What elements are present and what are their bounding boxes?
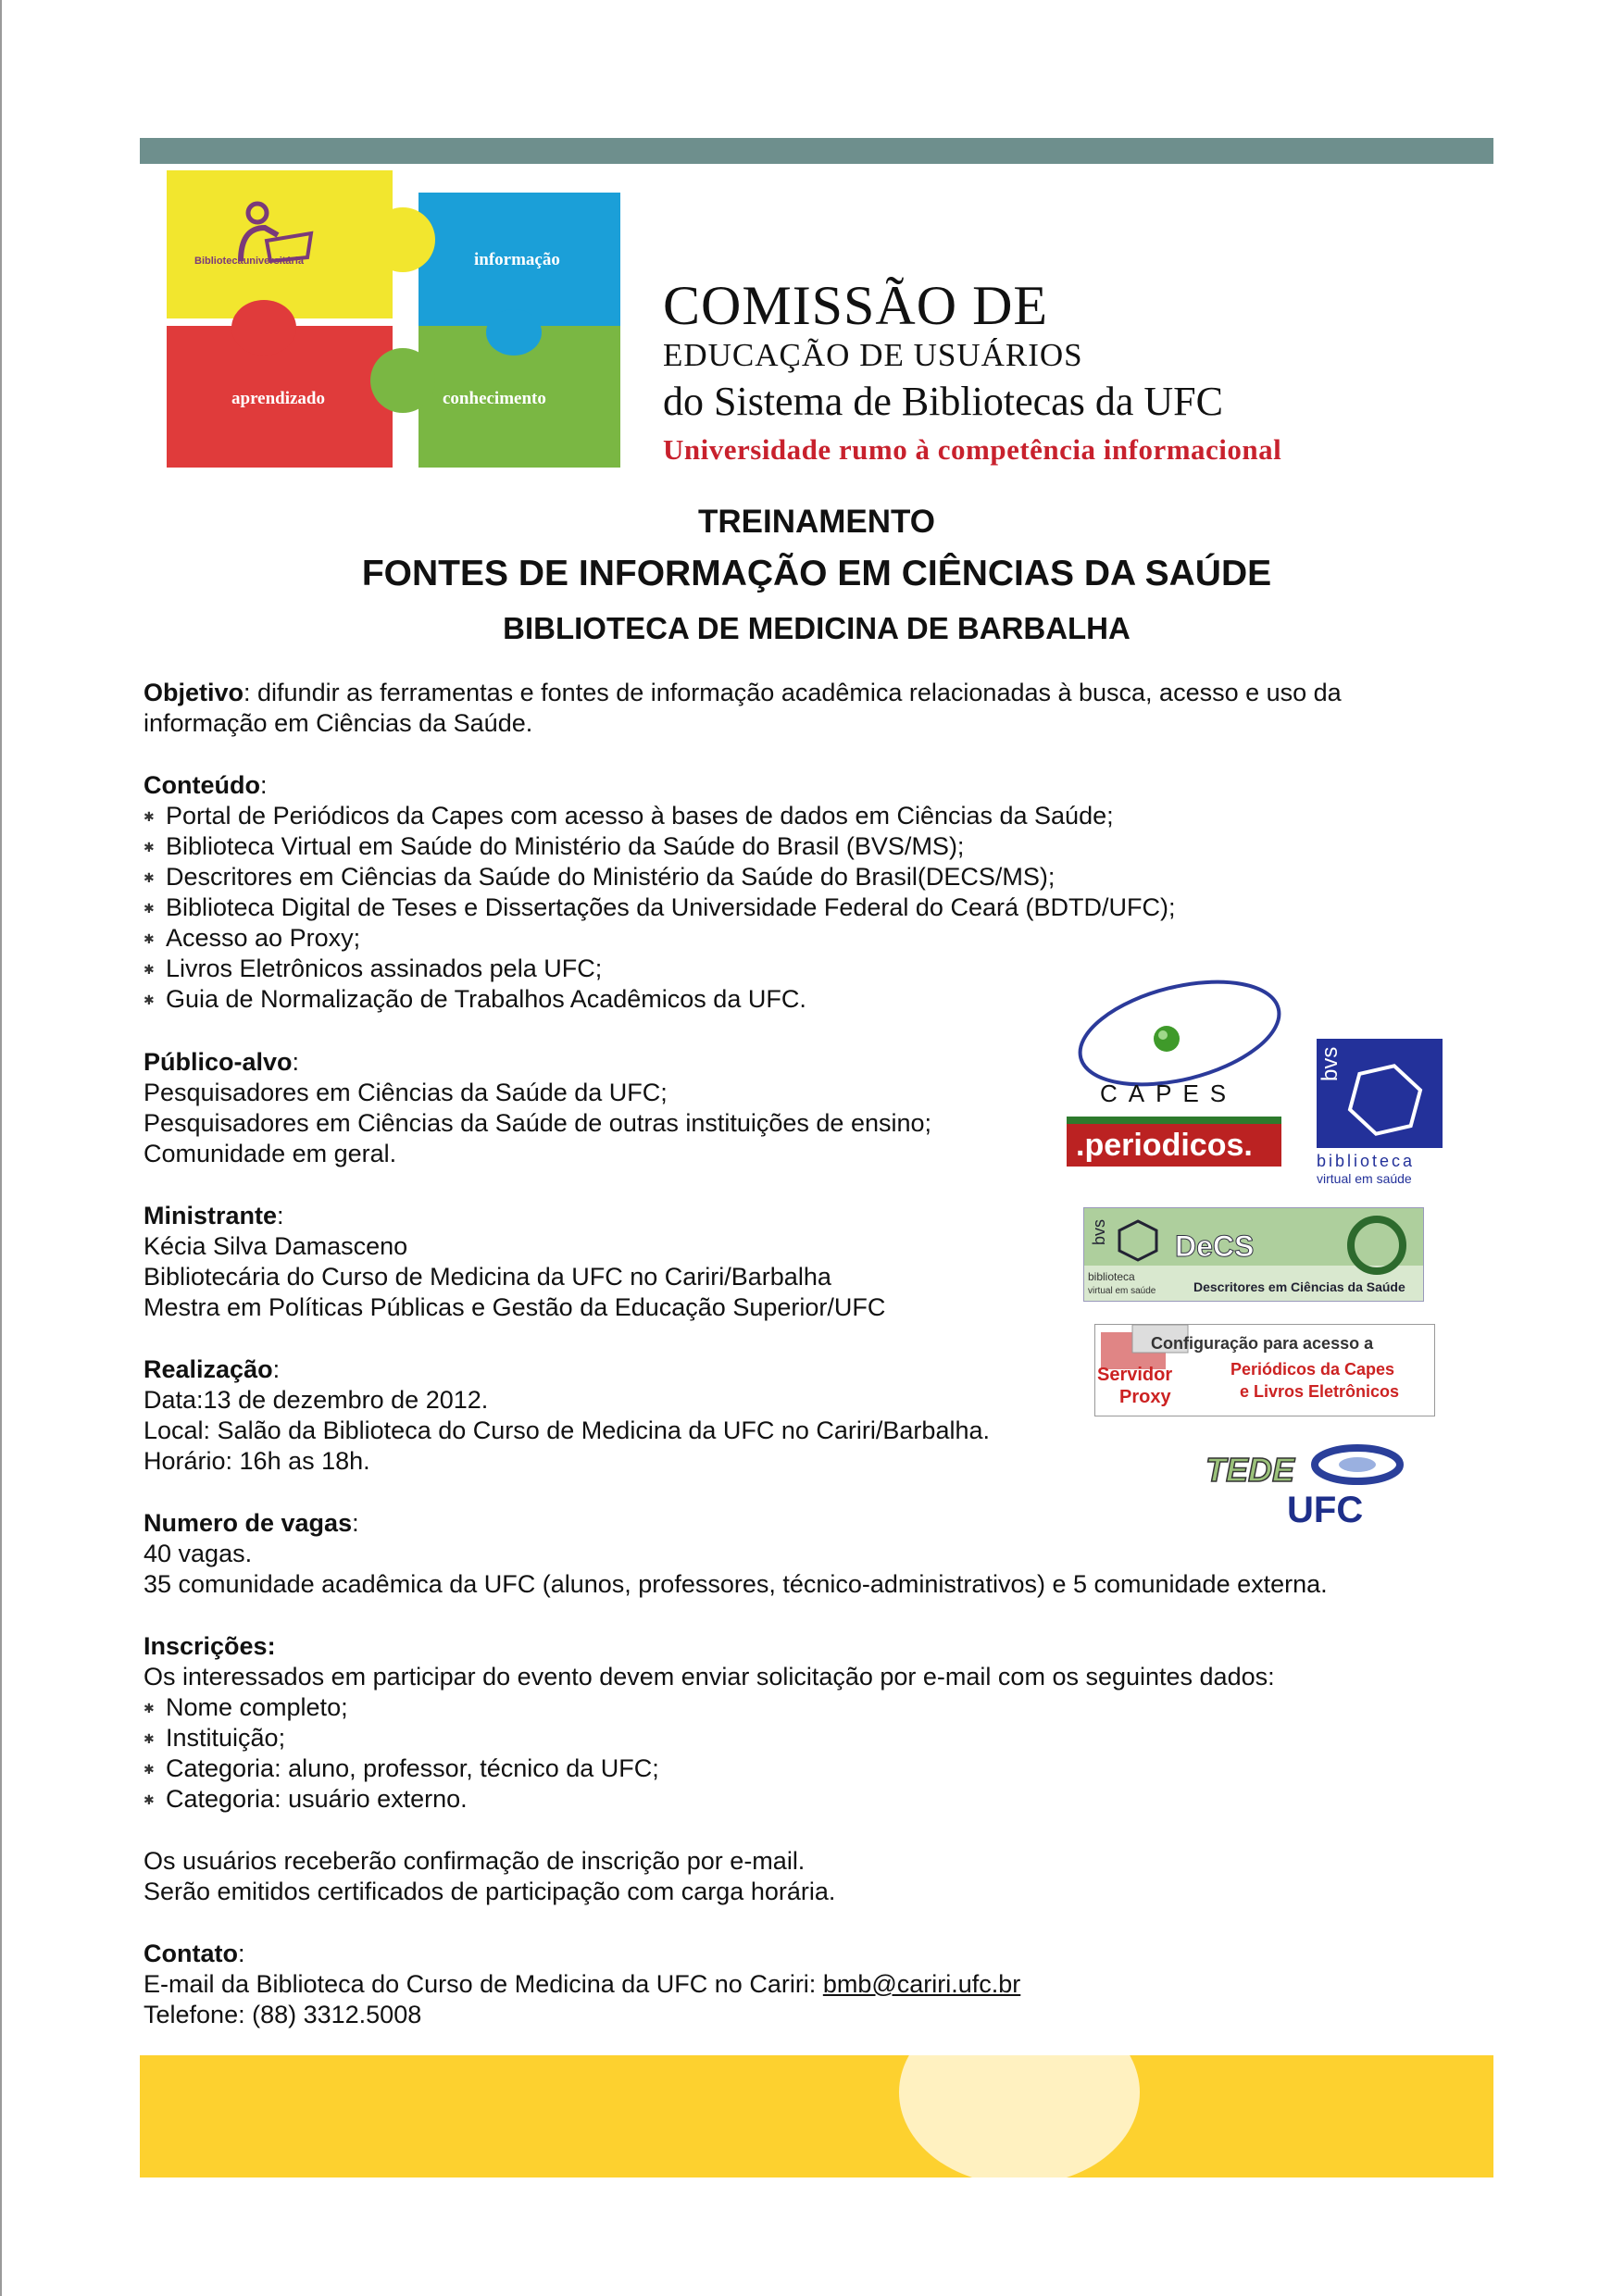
training-title: FONTES DE INFORMAÇÃO EM CIÊNCIAS DA SAÚDE (361, 554, 1272, 593)
capes-globe-icon (1154, 1026, 1180, 1052)
bottom-color-band (140, 2055, 1493, 2177)
list-item (144, 1692, 348, 1724)
proxy-servidor: Servidor (1097, 1365, 1173, 1385)
ministrante-heading: Ministrante: (144, 1202, 284, 1229)
proxy-line2: Periódicos da Capes (1230, 1360, 1395, 1379)
proxy-title: Configuração para acesso a (1151, 1334, 1374, 1353)
training-location-title: BIBLIOTECA DE MEDICINA DE BARBALHA (503, 611, 1131, 645)
puzzle-knob (370, 207, 435, 272)
ministrante-label: Ministrante (144, 1202, 278, 1229)
contato-label: Contato (144, 1940, 238, 1967)
inscricoes-heading: Inscrições: (144, 1632, 276, 1660)
bullet-icon: ✱ (144, 901, 155, 917)
list-item (144, 954, 602, 985)
capes-text: CAPES (1100, 1079, 1238, 1107)
decs-text: DeCS (1175, 1229, 1255, 1263)
periodicos-text: .periodicos. (1076, 1128, 1253, 1163)
publico-line: Pesquisadores em Ciências da Saúde da UFC; (144, 1079, 668, 1106)
bvs-sub2: virtual em saúde (1317, 1171, 1412, 1185)
contato-email-prefix: E-mail da Biblioteca do Curso de Medicina da UFC no Cariri: (144, 1970, 823, 1998)
list-item-text: Biblioteca Digital de Teses e Dissertações da Universidade Federal do Ceará (BDTD/UFC); (166, 893, 1176, 921)
capes-periodicos-logo (1065, 963, 1287, 1185)
bvs-text: bvs (1318, 1046, 1343, 1081)
realizacao-line: Local: Salão da Biblioteca do Curso de Medicina da UFC no Cariri/Barbalha. (144, 1416, 990, 1444)
ufc-text: UFC (1287, 1490, 1364, 1528)
list-item (144, 923, 360, 955)
vagas-line: 35 comunidade acadêmica da UFC (alunos, professores, técnico-administrativos) e 5 comunidade externa. (144, 1570, 1328, 1598)
list-item-text: Acesso ao Proxy; (166, 924, 361, 952)
contato-heading: Contato: (144, 1940, 245, 1967)
contato-phone: Telefone: (88) 3312.5008 (144, 2001, 422, 2028)
list-item (144, 1784, 468, 1816)
proxy-proxy: Proxy (1119, 1387, 1171, 1407)
publico-line: Comunidade em geral. (144, 1140, 397, 1167)
conteudo-label: Conteúdo (144, 771, 260, 799)
list-item-text: Livros Eletrônicos assinados pela UFC; (166, 955, 603, 982)
bullet-icon: ✱ (144, 809, 155, 825)
decs-subtitle: Descritores em Ciências da Saúde (1193, 1279, 1405, 1294)
commission-subtitle: EDUCAÇÃO DE USUÁRIOS (663, 337, 1083, 373)
commission-system: do Sistema de Bibliotecas da UFC (663, 379, 1223, 424)
bullet-icon: ✱ (144, 840, 155, 855)
list-item-text: Instituição; (166, 1724, 286, 1752)
bullet-icon: ✱ (144, 1762, 155, 1778)
ministrante-line: Bibliotecária do Curso de Medicina da UFC no Cariri/Barbalha (144, 1263, 831, 1291)
list-item (144, 1723, 285, 1754)
publico-label: Público-alvo (144, 1048, 293, 1076)
publico-line: Pesquisadores em Ciências da Saúde de outras instituições de ensino; (144, 1109, 932, 1137)
bvs-sub1: biblioteca (1317, 1152, 1416, 1170)
proxy-line3: e Livros Eletrônicos (1240, 1382, 1400, 1401)
list-item (144, 1753, 659, 1785)
list-item-text: Categoria: aluno, professor, técnico da UFC; (166, 1754, 659, 1782)
puzzle-knob (486, 309, 542, 356)
vagas-heading: Numero de vagas: (144, 1509, 359, 1537)
bullet-icon: ✱ (144, 992, 155, 1008)
puzzle-label-info: informação (474, 250, 560, 269)
tede-text: TEDE (1206, 1451, 1295, 1489)
list-item-text: Nome completo; (166, 1693, 348, 1721)
objetivo-line1 (144, 678, 1342, 708)
list-item (144, 801, 1114, 832)
bvs-logo (1313, 1037, 1450, 1185)
bullet-icon: ✱ (144, 931, 155, 947)
vagas-line: 40 vagas. (144, 1540, 253, 1567)
ministrante-line: Mestra em Políticas Públicas e Gestão da Educação Superior/UFC (144, 1293, 886, 1321)
puzzle-knob (370, 348, 435, 413)
library-name: Bibliotecauniversitária (194, 256, 304, 267)
commission-slogan: Universidade rumo à competência informacional (663, 433, 1282, 466)
contato-email-link[interactable]: bmb@cariri.ufc.br (822, 1970, 1021, 1998)
puzzle-label-aprendizado: aprendizado (231, 389, 326, 408)
ministrante-line: Kécia Silva Damasceno (144, 1232, 408, 1260)
list-item (144, 892, 1175, 924)
list-item-text: Guia de Normalização de Trabalhos Acadêmicos da UFC. (166, 985, 806, 1013)
publico-heading: Público-alvo: (144, 1048, 300, 1076)
list-item-text: Descritores em Ciências da Saúde do Ministério da Saúde do Brasil(DECS/MS); (166, 863, 1056, 891)
commission-title: COMISSÃO DE (663, 275, 1049, 336)
bullet-icon: ✱ (144, 1701, 155, 1716)
decs-bvs-text: bvs (1090, 1218, 1108, 1245)
vagas-label: Numero de vagas (144, 1509, 353, 1537)
bullet-icon: ✱ (144, 870, 155, 886)
bullet-icon: ✱ (144, 962, 155, 978)
proxy-config-logo (1094, 1324, 1435, 1416)
list-item-text: Portal de Periódicos da Capes com acesso à bases de dados em Ciências da Saúde; (166, 802, 1114, 830)
page-border (0, 0, 2, 2296)
puzzle-label-conhecimento: conhecimento (443, 389, 546, 408)
objetivo-label: Objetivo (144, 679, 244, 706)
list-item (144, 862, 1055, 893)
puzzle-logo (167, 170, 620, 468)
realizacao-label: Realização (144, 1355, 273, 1383)
decs-logo (1083, 1207, 1424, 1302)
list-item (144, 831, 964, 863)
bullet-icon: ✱ (144, 1731, 155, 1747)
inscricoes-note: Serão emitidos certificados de participação com carga horária. (144, 1878, 836, 1905)
list-item-text: Categoria: usuário externo. (166, 1785, 468, 1813)
decs-bvs-sub2: virtual em saúde (1088, 1286, 1156, 1296)
inscricoes-note: Os usuários receberão confirmação de inscrição por e-mail. (144, 1847, 806, 1875)
tede-ufc-logo (1204, 1444, 1407, 1528)
objetivo-line2: informação em Ciências da Saúde. (144, 709, 533, 737)
decs-bvs-sub1: biblioteca (1088, 1270, 1135, 1283)
realizacao-heading: Realização: (144, 1355, 281, 1383)
list-item (144, 984, 806, 1016)
inscricoes-intro: Os interessados em participar do evento devem enviar solicitação por e-mail com os seguintes dados: (144, 1663, 1275, 1691)
puzzle-knob (231, 300, 296, 356)
realizacao-line: Horário: 16h as 18h. (144, 1447, 370, 1475)
list-item-text: Biblioteca Virtual em Saúde do Ministério da Saúde do Brasil (BVS/MS); (166, 832, 965, 860)
contato-email-line (144, 1969, 1020, 2000)
objetivo-text: : difundir as ferramentas e fontes de informação acadêmica relacionadas à busca, acesso e uso da (244, 679, 1342, 706)
conteudo-heading: Conteúdo: (144, 771, 268, 799)
training-heading: TREINAMENTO (697, 504, 936, 540)
bullet-icon: ✱ (144, 1792, 155, 1808)
bottom-glow (899, 2055, 1140, 2177)
top-color-bar (140, 138, 1493, 164)
realizacao-line: Data:13 de dezembro de 2012. (144, 1386, 489, 1414)
